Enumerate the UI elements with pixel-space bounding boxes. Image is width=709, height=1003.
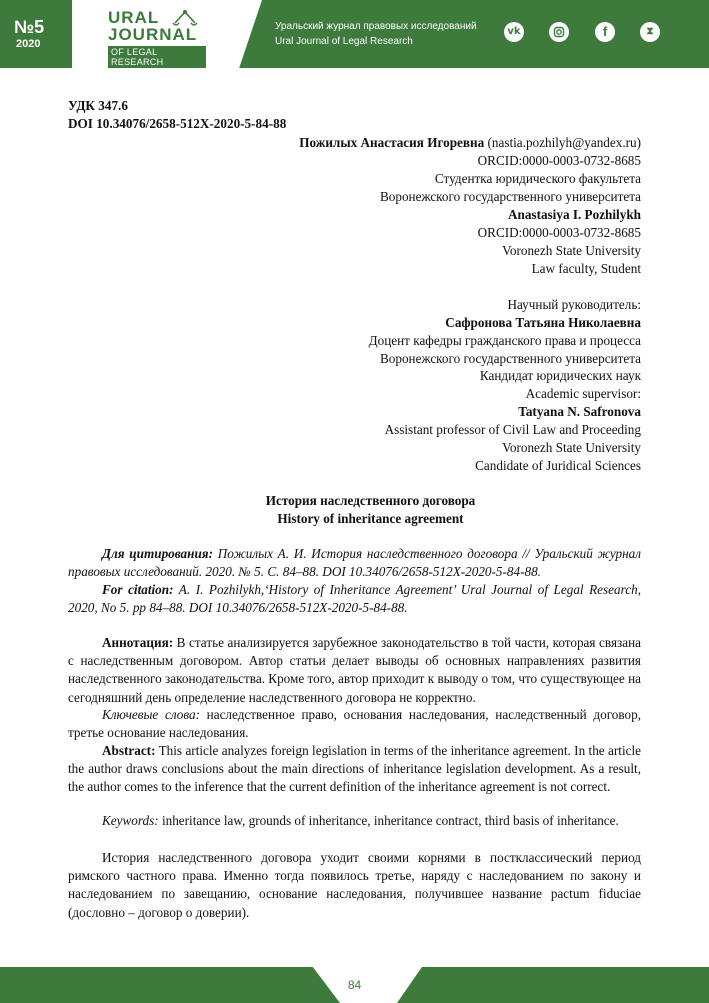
citation-ru bbox=[68, 545, 641, 581]
facebook-icon[interactable]: f bbox=[595, 22, 615, 42]
issue-number: №5 bbox=[14, 17, 45, 37]
author-orcid-1: ORCID:0000-0003-0732-8685 bbox=[477, 153, 641, 168]
journal-title-en: Ural Journal of Legal Research bbox=[275, 36, 413, 47]
supervisor-pos-ru: Доцент кафедры гражданского права и процесса bbox=[368, 333, 641, 348]
page-number: 84 bbox=[347, 978, 362, 992]
supervisor-label-ru: Научный руководитель: bbox=[507, 297, 641, 312]
author-univ-en: Voronezh State University bbox=[502, 243, 641, 258]
author-name-ru: Пожилых Анастасия Игоревна bbox=[299, 135, 485, 150]
article-title-en: History of inheritance agreement bbox=[277, 511, 464, 526]
supervisor-label-en: Academic supervisor: bbox=[525, 386, 641, 401]
citation-ru-text: Пожилых А. И. История наследственного договора // Уральский журнал правовых исследований. 2020. № 5. С. 84–88. DOI 10.34076/2658-512X-2020-5-84-88. bbox=[68, 546, 641, 580]
abstract-en-text: This article analyzes foreign legislation in terms of the inheritance agreement. In the article the author draws conclusions about the main directions of inheritance legislation development. As a result, the author comes to the inference that the current definition of the inheritance agreement is not correct. bbox=[68, 743, 641, 795]
citation-en-text: A. I. Pozhilykh,‘History of Inheritance Agreement’ Ural Journal of Legal Research, 2020, No 5. pp 84–88. DOI 10.34076/2658-512X-2020-5-84-88. bbox=[68, 582, 642, 616]
author-univ-ru: Воронежского государственного университета bbox=[379, 189, 641, 204]
author-role-en: Law faculty, Student bbox=[531, 261, 641, 276]
citation-en-label: For citation: bbox=[102, 582, 174, 597]
author-role-ru: Студентка юридического факультета bbox=[434, 171, 641, 186]
abstract-en bbox=[68, 742, 641, 797]
logo-line3: OF LEGAL RESEARCH bbox=[108, 46, 206, 68]
hourglass-icon[interactable]: ⧗ bbox=[640, 22, 660, 42]
keywords-en bbox=[68, 812, 641, 830]
author-email[interactable]: (nastia.pozhilyh@yandex.ru) bbox=[484, 135, 641, 150]
supervisor-univ-en: Voronezh State University bbox=[502, 440, 641, 455]
supervisor-degree-en: Candidate of Juridical Sciences bbox=[475, 458, 641, 473]
doi: DOI 10.34076/2658-512X-2020-5-84-88 bbox=[68, 116, 287, 131]
supervisor-pos-en: Assistant professor of Civil Law and Proceeding bbox=[384, 422, 641, 437]
supervisor-degree-ru: Кандидат юридических наук bbox=[479, 368, 641, 383]
keywords-ru bbox=[68, 706, 641, 742]
vk-icon[interactable]: vk bbox=[504, 22, 524, 42]
abstract-ru-text: В статье анализируется зарубежное законодательство в той части, которая связана с наследственным договором. Автор статьи делает выводы об основных направлениях развития наследственного законодательства. Кроме того, автор приходит к выводу о том, что существующее на сегодняшний день определение наследственного договора не корректно. bbox=[68, 635, 641, 705]
abstract-en-label: Abstract: bbox=[102, 743, 156, 758]
citation-en bbox=[68, 581, 641, 617]
supervisor-univ-ru: Воронежского государственного университета bbox=[379, 351, 641, 366]
author-orcid-2: ORCID:0000-0003-0732-8685 bbox=[477, 225, 641, 240]
author-name-line bbox=[299, 134, 641, 152]
logo-line1: URAL bbox=[108, 8, 160, 27]
keywords-en-label: Keywords: bbox=[102, 813, 159, 828]
article-title-ru: История наследственного договора bbox=[265, 493, 476, 508]
journal-title-ru: Уральский журнал правовых исследований bbox=[275, 21, 477, 32]
supervisor-name-en: Tatyana N. Safronova bbox=[518, 404, 641, 419]
abstract-ru bbox=[68, 634, 641, 707]
udk: УДК 347.6 bbox=[68, 98, 128, 113]
author-name-en: Anastasiya I. Pozhilykh bbox=[507, 207, 641, 222]
logo-line2: JOURNAL bbox=[108, 25, 198, 44]
journal-title bbox=[275, 19, 477, 49]
instagram-icon[interactable] bbox=[549, 22, 569, 42]
issue-year: 2020 bbox=[16, 38, 41, 50]
abstract-ru-label: Аннотация: bbox=[102, 635, 174, 650]
page-header bbox=[0, 0, 709, 68]
body-paragraph: История наследственного договора уходит своими корнями в постклассический период римского частного права. Именно тогда появилось третье, наряду с наследованием по закону и наследованием по завещанию, основание наследования, получившее название pactum fiduciae (дословно – договор о доверии). bbox=[68, 850, 641, 920]
citation-ru-label: Для цитирования: bbox=[102, 546, 213, 561]
journal-logo[interactable] bbox=[106, 8, 206, 67]
supervisor-name-ru: Сафронова Татьяна Николаевна bbox=[445, 315, 641, 330]
keywords-ru-label: Ключевые слова: bbox=[102, 707, 200, 722]
keywords-en-text: inheritance law, grounds of inheritance, inheritance contract, third basis of inheritance. bbox=[158, 813, 619, 828]
keywords-ru-text: наследственное право, основания наследования, наследственный договор, третье основание наследования. bbox=[68, 707, 641, 741]
